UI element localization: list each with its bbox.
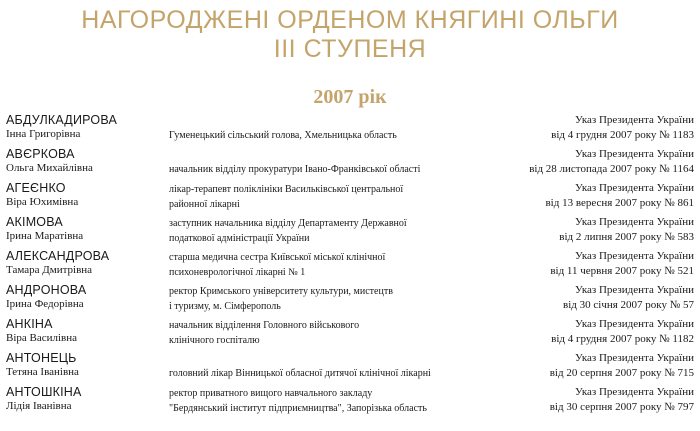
awardee-position [169,318,489,348]
awardee-surname: АГЕЄНКО [6,181,66,195]
position-line: районної лікарні [169,199,240,210]
awardee-given-names: Лідія Іванівна [6,400,72,412]
awardee-position [169,162,489,177]
decree-reference [545,181,694,211]
position-line: клінічного госпіталю [169,335,260,346]
awardee-surname: АКІМОВА [6,215,63,229]
awardee-given-names: Віра Василівна [6,332,78,344]
awardee-given-names: Ольга Михайлівна [6,162,93,174]
awardee-surname: АНТОШКІНА [6,385,82,399]
decree-date-number: від 30 серпня 2007 року № 797 [549,401,694,413]
decree-title: Указ Президента України [575,114,694,126]
decree-reference [551,317,694,347]
position-line: ректор Кримського університету культури, мистецтв [169,286,393,297]
awardee-position [169,182,489,212]
awardee-position [169,250,489,280]
awardee-given-names: Інна Григорівна [6,128,81,140]
decree-title: Указ Президента України [575,182,694,194]
list-item [6,317,694,351]
decree-title: Указ Президента України [575,318,694,330]
awardee-position [169,128,489,143]
decree-reference [529,147,694,177]
position-line: заступник начальника відділу Департаменту Державної [169,218,407,229]
decree-date-number: від 4 грудня 2007 року № 1183 [551,129,694,141]
position-line: старша медична сестра Київської міської клінічної [169,252,386,263]
awardee-surname: АВЄРКОВА [6,147,75,161]
decree-reference [550,351,694,381]
position-line: податкової адміністрації України [169,233,310,244]
decree-date-number: від 13 вересня 2007 року № 861 [545,197,694,209]
decree-reference [559,215,694,245]
position-line: лікар-терапевт поліклініки Васильківської центральної [169,184,404,195]
decree-reference [550,249,694,279]
title-line-1: НАГОРОДЖЕНІ ОРДЕНОМ КНЯГИНІ ОЛЬГИ [81,6,619,34]
awardee-position [169,386,489,416]
list-item [6,249,694,283]
decree-title: Указ Президента України [575,250,694,262]
decree-title: Указ Президента України [575,216,694,228]
decree-reference [550,385,694,415]
awardees-list [6,113,694,419]
list-item [6,181,694,215]
decree-title: Указ Президента України [575,352,694,364]
position-line: начальник відділу прокуратури Івано-Франківської області [169,164,421,175]
position-line: Гуменецький сільський голова, Хмельницька область [169,130,397,141]
awardee-surname: АНДРОНОВА [6,283,87,297]
position-line: психоневрологічної лікарні № 1 [169,267,306,278]
list-item [6,283,694,317]
awardee-surname: АБДУЛКАДИРОВА [6,113,118,127]
awardee-given-names: Ірина Федорівна [6,298,84,310]
awardee-surname: АНТОНЕЦЬ [6,351,77,365]
decree-date-number: від 4 грудня 2007 року № 1182 [551,333,694,345]
decree-date-number: від 30 січня 2007 року № 57 [563,299,694,311]
awardee-position [169,366,489,381]
decree-date-number: від 2 липня 2007 року № 583 [559,231,694,243]
awardee-given-names: Тамара Дмитрівна [6,264,93,276]
decree-reference [563,283,694,313]
awardee-given-names: Тетяна Іванівна [6,366,79,378]
awardee-position [169,284,489,314]
list-item [6,215,694,249]
decree-date-number: від 11 червня 2007 року № 521 [550,265,694,277]
decree-title: Указ Президента України [575,284,694,296]
page-title [0,6,700,64]
awardee-position [169,216,489,246]
decree-title: Указ Президента України [575,386,694,398]
awardee-surname: АНКІНА [6,317,53,331]
position-line: ректор приватного вищого навчального закладу [169,388,373,399]
awardee-given-names: Віра Юхимівна [6,196,79,208]
position-line: "Бердянський інститут підприємництва", Запорізька область [169,403,427,414]
awardee-surname: АЛЕКСАНДРОВА [6,249,110,263]
decree-reference [551,113,694,143]
position-line: начальник відділення Головного військового [169,320,360,331]
awardee-given-names: Ірина Маратівна [6,230,84,242]
title-line-2: ІІІ СТУПЕНЯ [273,35,427,63]
list-item [6,147,694,181]
position-line: і туризму, м. Сімферополь [169,301,281,312]
decree-title: Указ Президента України [575,148,694,160]
list-item [6,385,694,419]
list-item [6,351,694,385]
position-line: головний лікар Вінницької обласної дитячої клінічної лікарні [169,368,431,379]
year-heading: 2007 рік [313,86,387,108]
decree-date-number: від 28 листопада 2007 року № 1164 [529,163,694,175]
list-item [6,113,694,147]
decree-date-number: від 20 серпня 2007 року № 715 [549,367,694,379]
